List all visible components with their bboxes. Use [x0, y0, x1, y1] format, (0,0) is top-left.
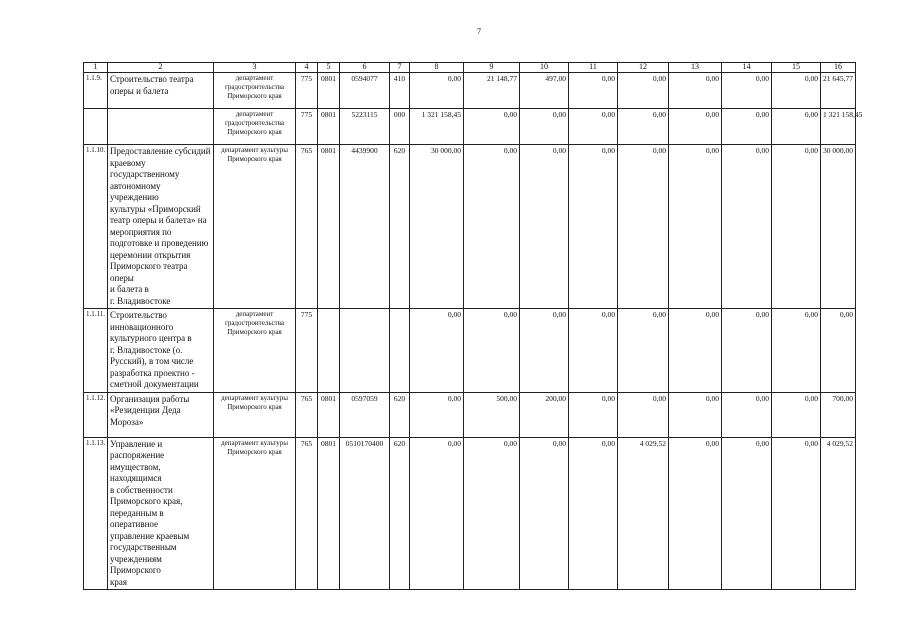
column-header-12: 12 [618, 63, 669, 73]
item-name-line: культуры «Приморский [110, 203, 201, 214]
expense-type-code: 000 [390, 109, 410, 145]
item-name-line: Строительство [110, 310, 167, 320]
amount-col-14: 0,00 [722, 392, 772, 437]
department-line: Приморского края [227, 447, 282, 456]
amount-col-16: 21 645,77 [821, 73, 856, 109]
item-name-line: г. Владивостоке [110, 295, 171, 306]
item-name-line: г. Владивостоке (о. [110, 344, 183, 355]
table-row [84, 309, 856, 393]
column-header-10: 10 [520, 63, 569, 73]
item-name-line: учреждениям Приморского [110, 553, 162, 575]
item-name-line: Организация работы [110, 393, 190, 404]
department-line: департамент [235, 74, 274, 82]
table-row [84, 437, 856, 590]
amount-col-12: 0,00 [618, 145, 669, 309]
item-name-line: подготовке и проведению [110, 238, 209, 248]
amount-col-9: 0,00 [464, 145, 520, 309]
item-name-line: театр оперы и балета» на [110, 215, 207, 225]
amount-col-10: 200,00 [520, 392, 569, 437]
item-name-line: Управление и [110, 438, 163, 449]
target-code [340, 309, 390, 393]
amount-col-11: 0,00 [569, 145, 618, 309]
item-name-line: переданным в оперативное [110, 507, 164, 529]
department [214, 73, 296, 109]
target-code: 0510170400 [340, 437, 390, 590]
item-name-line: Приморского края, [110, 496, 183, 506]
item-name-line: имуществом, находящимся [110, 461, 162, 483]
header-row [84, 63, 856, 73]
item-name-line: управление краевым [110, 530, 190, 541]
item-name-line: сметной документации [110, 379, 199, 389]
amount-col-11: 0,00 [569, 437, 618, 590]
row-index: 1.1.10. [84, 145, 108, 309]
table-body [84, 73, 863, 590]
row-index: 1.1.11. [84, 309, 108, 393]
amount-col-12: 0,00 [618, 392, 669, 437]
amount-col-10: 0,00 [520, 109, 569, 145]
item-name [108, 109, 214, 145]
ministry-code: 775 [296, 309, 318, 393]
amount-col-10: 0,00 [520, 437, 569, 590]
amount-col-13: 0,00 [669, 109, 722, 145]
section-code [318, 309, 340, 393]
row-index: 1.1.13. [84, 437, 108, 590]
section-code: 0801 [318, 73, 340, 109]
amount-col-11: 0,00 [569, 109, 618, 145]
amount-col-13: 0,00 [669, 437, 722, 590]
section-code: 0801 [318, 437, 340, 590]
column-header-4: 4 [296, 63, 318, 73]
item-name-line: оперы и балета [110, 85, 169, 96]
ministry-code: 765 [296, 145, 318, 309]
amount-col-8: 0,00 [410, 309, 464, 393]
amount-col-16: 0,00 [821, 309, 856, 393]
amount-col-9: 0,00 [464, 437, 520, 590]
amount-col-12: 0,00 [618, 73, 669, 109]
expense-type-code: 620 [390, 392, 410, 437]
amount-col-11: 0,00 [569, 392, 618, 437]
item-name-line: государственным [110, 542, 177, 552]
row-index: 1.1.12. [84, 392, 108, 437]
column-header-5: 5 [318, 63, 340, 73]
amount-col-8: 0,00 [410, 73, 464, 109]
item-name [108, 392, 214, 437]
target-code: 0594077 [340, 73, 390, 109]
item-name [108, 309, 214, 393]
amount-col-9: 0,00 [464, 109, 520, 145]
page-number: 7 [477, 27, 481, 36]
item-name-line: распоряжение [110, 450, 165, 460]
expense-type-code [390, 309, 410, 393]
table-row [84, 109, 856, 145]
department-line: департамент культуры [221, 146, 288, 154]
item-name-line: Строительство театра [110, 74, 194, 84]
target-code: 5223115 [340, 109, 390, 145]
amount-col-11: 0,00 [569, 73, 618, 109]
section-code: 0801 [318, 145, 340, 309]
department-line: Приморского края [227, 128, 282, 136]
amount-col-14: 0,00 [722, 145, 772, 309]
column-header-9: 9 [464, 63, 520, 73]
table-row [84, 73, 856, 109]
amount-col-16: 4 029,52 [821, 437, 856, 590]
amount-col-8: 0,00 [410, 437, 464, 590]
ministry-code: 775 [296, 73, 318, 109]
column-header-14: 14 [722, 63, 772, 73]
item-name-line: Русский), в том числе [110, 356, 194, 366]
amount-col-10: 497,00 [520, 73, 569, 109]
item-name-line: разработка проектно - [110, 367, 195, 378]
column-header-16: 16 [821, 63, 856, 73]
item-name-line: в собственности [110, 484, 173, 495]
column-header-13: 13 [669, 63, 722, 73]
department-line: Приморского края [227, 92, 282, 100]
target-code: 0597059 [340, 392, 390, 437]
amount-col-13: 0,00 [669, 309, 722, 393]
item-name-line: Приморского театра оперы [110, 261, 188, 283]
column-header-11: 11 [569, 63, 618, 73]
item-name-line: краевому [110, 157, 146, 168]
department-line: департамент культуры [221, 393, 288, 402]
ministry-code: 775 [296, 109, 318, 145]
section-code: 0801 [318, 392, 340, 437]
item-name-line: культурного центра в [110, 333, 192, 343]
item-name-line: государственному [110, 169, 180, 179]
amount-col-16: 1 321 158,45 [821, 109, 856, 145]
department [214, 309, 296, 393]
table-row [84, 145, 856, 309]
amount-col-9: 21 148,77 [464, 73, 520, 109]
amount-col-9: 0,00 [464, 309, 520, 393]
department-line: департамент культуры [221, 438, 288, 447]
amount-col-15: 0,00 [772, 145, 821, 309]
item-name-line: края [110, 576, 128, 587]
department-line: градостроительства [224, 319, 285, 327]
item-name-line: Мороза» [110, 416, 144, 427]
item-name [108, 437, 214, 590]
expense-type-code: 620 [390, 437, 410, 590]
column-header-8: 8 [410, 63, 464, 73]
item-name-line: инновационного [110, 321, 174, 332]
row-index [84, 109, 108, 145]
amount-col-15: 0,00 [772, 392, 821, 437]
amount-col-12: 0,00 [618, 109, 669, 145]
amount-col-10: 0,00 [520, 145, 569, 309]
ministry-code: 765 [296, 392, 318, 437]
column-header-2: 2 [108, 63, 214, 73]
amount-col-8: 1 321 158,45 [410, 109, 464, 145]
amount-col-14: 0,00 [722, 437, 772, 590]
item-name-line: мероприятия по [110, 226, 172, 237]
item-name-line: Предоставление субсидий [110, 146, 211, 156]
item-name [108, 145, 214, 309]
amount-col-11: 0,00 [569, 309, 618, 393]
department-line: департамент [235, 310, 274, 318]
target-code: 4439900 [340, 145, 390, 309]
amount-col-13: 0,00 [669, 145, 722, 309]
amount-col-15: 0,00 [772, 437, 821, 590]
expense-type-code: 620 [390, 145, 410, 309]
amount-col-14: 0,00 [722, 109, 772, 145]
item-name-line: «Резиденции Деда [110, 405, 181, 415]
amount-col-13: 0,00 [669, 392, 722, 437]
item-name [108, 73, 214, 109]
amount-col-16: 30 000,00 [821, 145, 856, 309]
department-line: градостроительства [224, 119, 285, 127]
amount-col-14: 0,00 [722, 73, 772, 109]
department-line: Приморского края [227, 155, 282, 163]
amount-col-12: 0,00 [618, 309, 669, 393]
amount-col-15: 0,00 [772, 73, 821, 109]
row-index: 1.1.9. [84, 73, 108, 109]
department [214, 109, 296, 145]
department-line: департамент [235, 110, 274, 118]
amount-col-8: 0,00 [410, 392, 464, 437]
column-header-7: 7 [390, 63, 410, 73]
item-name-line: и балета в [110, 284, 149, 294]
column-header-15: 15 [772, 63, 821, 73]
ministry-code: 765 [296, 437, 318, 590]
amount-col-8: 30 000,00 [410, 145, 464, 309]
amount-col-15: 0,00 [772, 309, 821, 393]
amount-col-15: 0,00 [772, 109, 821, 145]
department [214, 437, 296, 590]
amount-col-16: 700,00 [821, 392, 856, 437]
amount-col-13: 0,00 [669, 73, 722, 109]
department-line: Приморского края [227, 328, 282, 336]
item-name-line: церемонии открытия [110, 249, 191, 260]
department [214, 145, 296, 309]
department [214, 392, 296, 437]
department-line: градостроительства [224, 83, 285, 91]
department-line: Приморского края [227, 402, 282, 411]
expense-type-code: 410 [390, 73, 410, 109]
table-row [84, 392, 856, 437]
amount-col-12: 4 029,52 [618, 437, 669, 590]
column-header-1: 1 [84, 63, 108, 73]
budget-table [83, 62, 863, 590]
amount-col-10: 0,00 [520, 309, 569, 393]
amount-col-9: 500,00 [464, 392, 520, 437]
column-header-6: 6 [340, 63, 390, 73]
amount-col-14: 0,00 [722, 309, 772, 393]
item-name-line: автономному учреждению [110, 180, 161, 202]
section-code: 0801 [318, 109, 340, 145]
column-header-3: 3 [214, 63, 296, 73]
